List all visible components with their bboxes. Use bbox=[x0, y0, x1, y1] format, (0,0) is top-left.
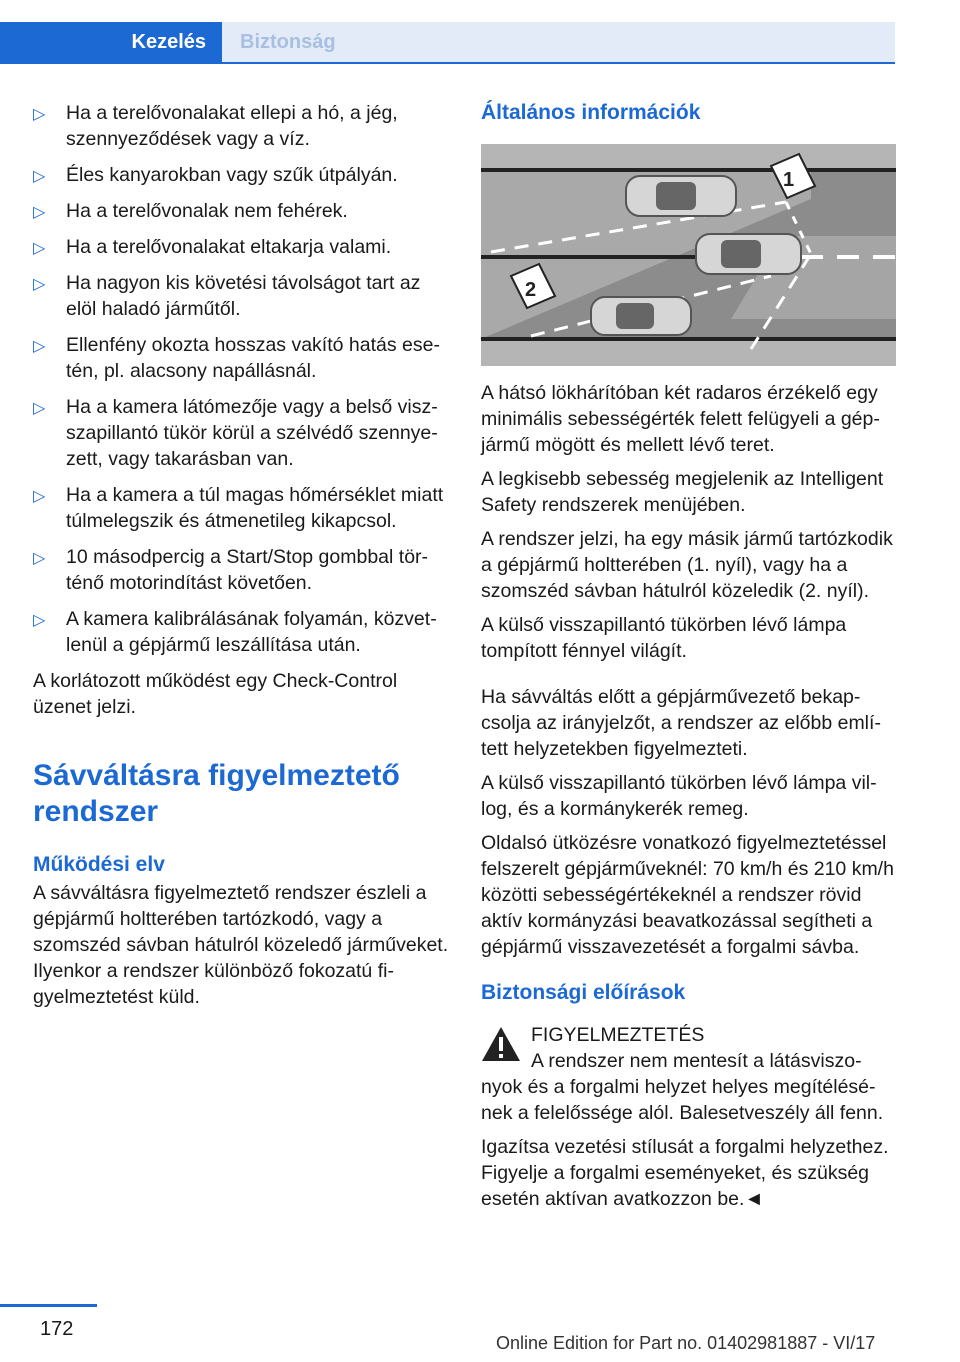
car-middle-icon bbox=[696, 234, 801, 274]
list-item: ▷ Éles kanyarokban vagy szűk útpályán. bbox=[33, 162, 453, 188]
warning-triangle-icon bbox=[481, 1026, 521, 1062]
triangle-bullet-icon: ▷ bbox=[33, 488, 46, 505]
general-info-title: Általános információk bbox=[481, 101, 701, 124]
car-bottom-icon bbox=[591, 297, 691, 335]
header-tabbar bbox=[0, 22, 895, 64]
list-item: ▷ Ha a kamera a túl magas hőmérséklet miatt túlmelegszik és átmenetileg kikapcsol. bbox=[33, 484, 444, 532]
list-item: ▷ Ha a kamera látómezője vagy a belső viszszapillantó tükör körül a szélvédő szennyezett, vagy takarásban van. bbox=[33, 396, 438, 470]
list-item: ▷ Ha a terelővonalak nem fehérek. bbox=[33, 198, 453, 224]
triangle-bullet-icon: ▷ bbox=[33, 240, 46, 257]
triangle-bullet-icon: ▷ bbox=[33, 400, 46, 417]
list-item: ▷ Ha nagyon kis követési távolságot tart az elöl haladó járműtől. bbox=[33, 272, 421, 320]
lane-change-illustration bbox=[481, 144, 896, 366]
paragraph: A legkisebb sebesség megjelenik az Intelligent Safety rendszerek menüjében. bbox=[481, 468, 884, 516]
paragraph: Ha sávváltás előtt a gépjárművezető bekapcsolja az irányjelzőt, a rendszer az előbb említett helyzetekben figyelmezteti. bbox=[481, 686, 881, 760]
warning-text-continued: Igazítsa vezetési stílusát a forgalmi helyzethez. Figyelje a forgalmi eseményeket, és szükség esetén aktívan avatkozzon be.◄ bbox=[481, 1136, 889, 1210]
warning-text: A rendszer nem mentesít a látásviszonyok és a forgalmi helyzet helyes megítélésének a felelőssége alól. Balesetveszély áll fenn. bbox=[481, 1050, 884, 1124]
svg-text:2: 2 bbox=[525, 279, 537, 301]
list-item: ▷ Ellenfény okozta hosszas vakító hatás esetén, pl. alacsony napállásnál. bbox=[33, 334, 440, 382]
paragraph: Oldalsó ütközésre vonatkozó figyelmeztetéssel felszerelt gépjárműveknél: 70 km/h és 210 km/h közötti sebességértékeknél a rendszer rövid aktív kormányzási beavatkozással segítheti a gépjármű visszavezetését a forgalmi sávba. bbox=[481, 832, 894, 958]
page-number: 172 bbox=[40, 1318, 74, 1340]
subsection-text: A sávváltásra figyelmeztető rendszer észleli a gépjármű holtterében tartózkodó, vagy a szomszéd sávban hátulról közeledő járműveket. Ilyenkor a rendszer különböző fokozatú figyelmeztetést küld. bbox=[33, 882, 449, 1008]
subsection-title: Működési elv bbox=[33, 853, 165, 876]
triangle-bullet-icon: ▷ bbox=[33, 550, 46, 567]
triangle-bullet-icon: ▷ bbox=[33, 612, 46, 629]
lane-diagram-svg bbox=[481, 144, 896, 366]
tab-biztonsag[interactable]: Biztonság bbox=[222, 22, 895, 62]
paragraph: A rendszer jelzi, ha egy másik jármű tartózkodik a gépjármű holtterében (1. nyíl), vagy ha a szomszéd sávban hátulról közeledik (2. nyíl). bbox=[481, 528, 893, 602]
section-title: Sávváltásra figyelmeztető rendszer bbox=[33, 759, 400, 828]
car-top-icon bbox=[626, 176, 736, 216]
left-column bbox=[33, 100, 453, 1018]
list-item: ▷ Ha a terelővonalakat eltakarja valami. bbox=[33, 234, 453, 260]
list-item: ▷ 10 másodpercig a Start/Stop gombbal történő motorindítást követően. bbox=[33, 546, 429, 594]
limitation-note: A korlátozott működést egy Check-Control üzenet jelzi. bbox=[33, 670, 398, 718]
tab-kezeles[interactable]: Kezelés bbox=[0, 22, 222, 62]
paragraph: A külső visszapillantó tükörben lévő lámpa villog, és a kormánykerék remeg. bbox=[481, 772, 877, 820]
condition-list bbox=[33, 100, 453, 658]
right-column bbox=[481, 100, 896, 1220]
triangle-bullet-icon: ▷ bbox=[33, 338, 46, 355]
footer-divider bbox=[0, 1304, 97, 1307]
triangle-bullet-icon: ▷ bbox=[33, 106, 46, 123]
triangle-bullet-icon: ▷ bbox=[33, 204, 46, 221]
safety-title: Biztonsági előírások bbox=[481, 981, 686, 1004]
svg-text:1: 1 bbox=[783, 169, 795, 191]
paragraph: A külső visszapillantó tükörben lévő lámpa tompított fénnyel világít. bbox=[481, 614, 847, 662]
list-item: ▷ Ha a terelővonalakat ellepi a hó, a jég, szennyeződések vagy a víz. bbox=[33, 102, 398, 150]
warning-block bbox=[481, 1022, 896, 1212]
list-item: ▷ A kamera kalibrálásának folyamán, közvetlenül a gépjármű leszállítása után. bbox=[33, 608, 437, 656]
paragraph: A hátsó lökhárítóban két radaros érzékelő egy minimális sebességérték felett felügyeli a gépjármű mögött és mellett lévő teret. bbox=[481, 382, 880, 456]
edition-footer: Online Edition for Part no. 01402981887 - VI/17 bbox=[496, 1333, 876, 1353]
triangle-bullet-icon: ▷ bbox=[33, 276, 46, 293]
triangle-bullet-icon: ▷ bbox=[33, 168, 46, 185]
warning-label: FIGYELMEZTETÉS bbox=[531, 1024, 705, 1046]
